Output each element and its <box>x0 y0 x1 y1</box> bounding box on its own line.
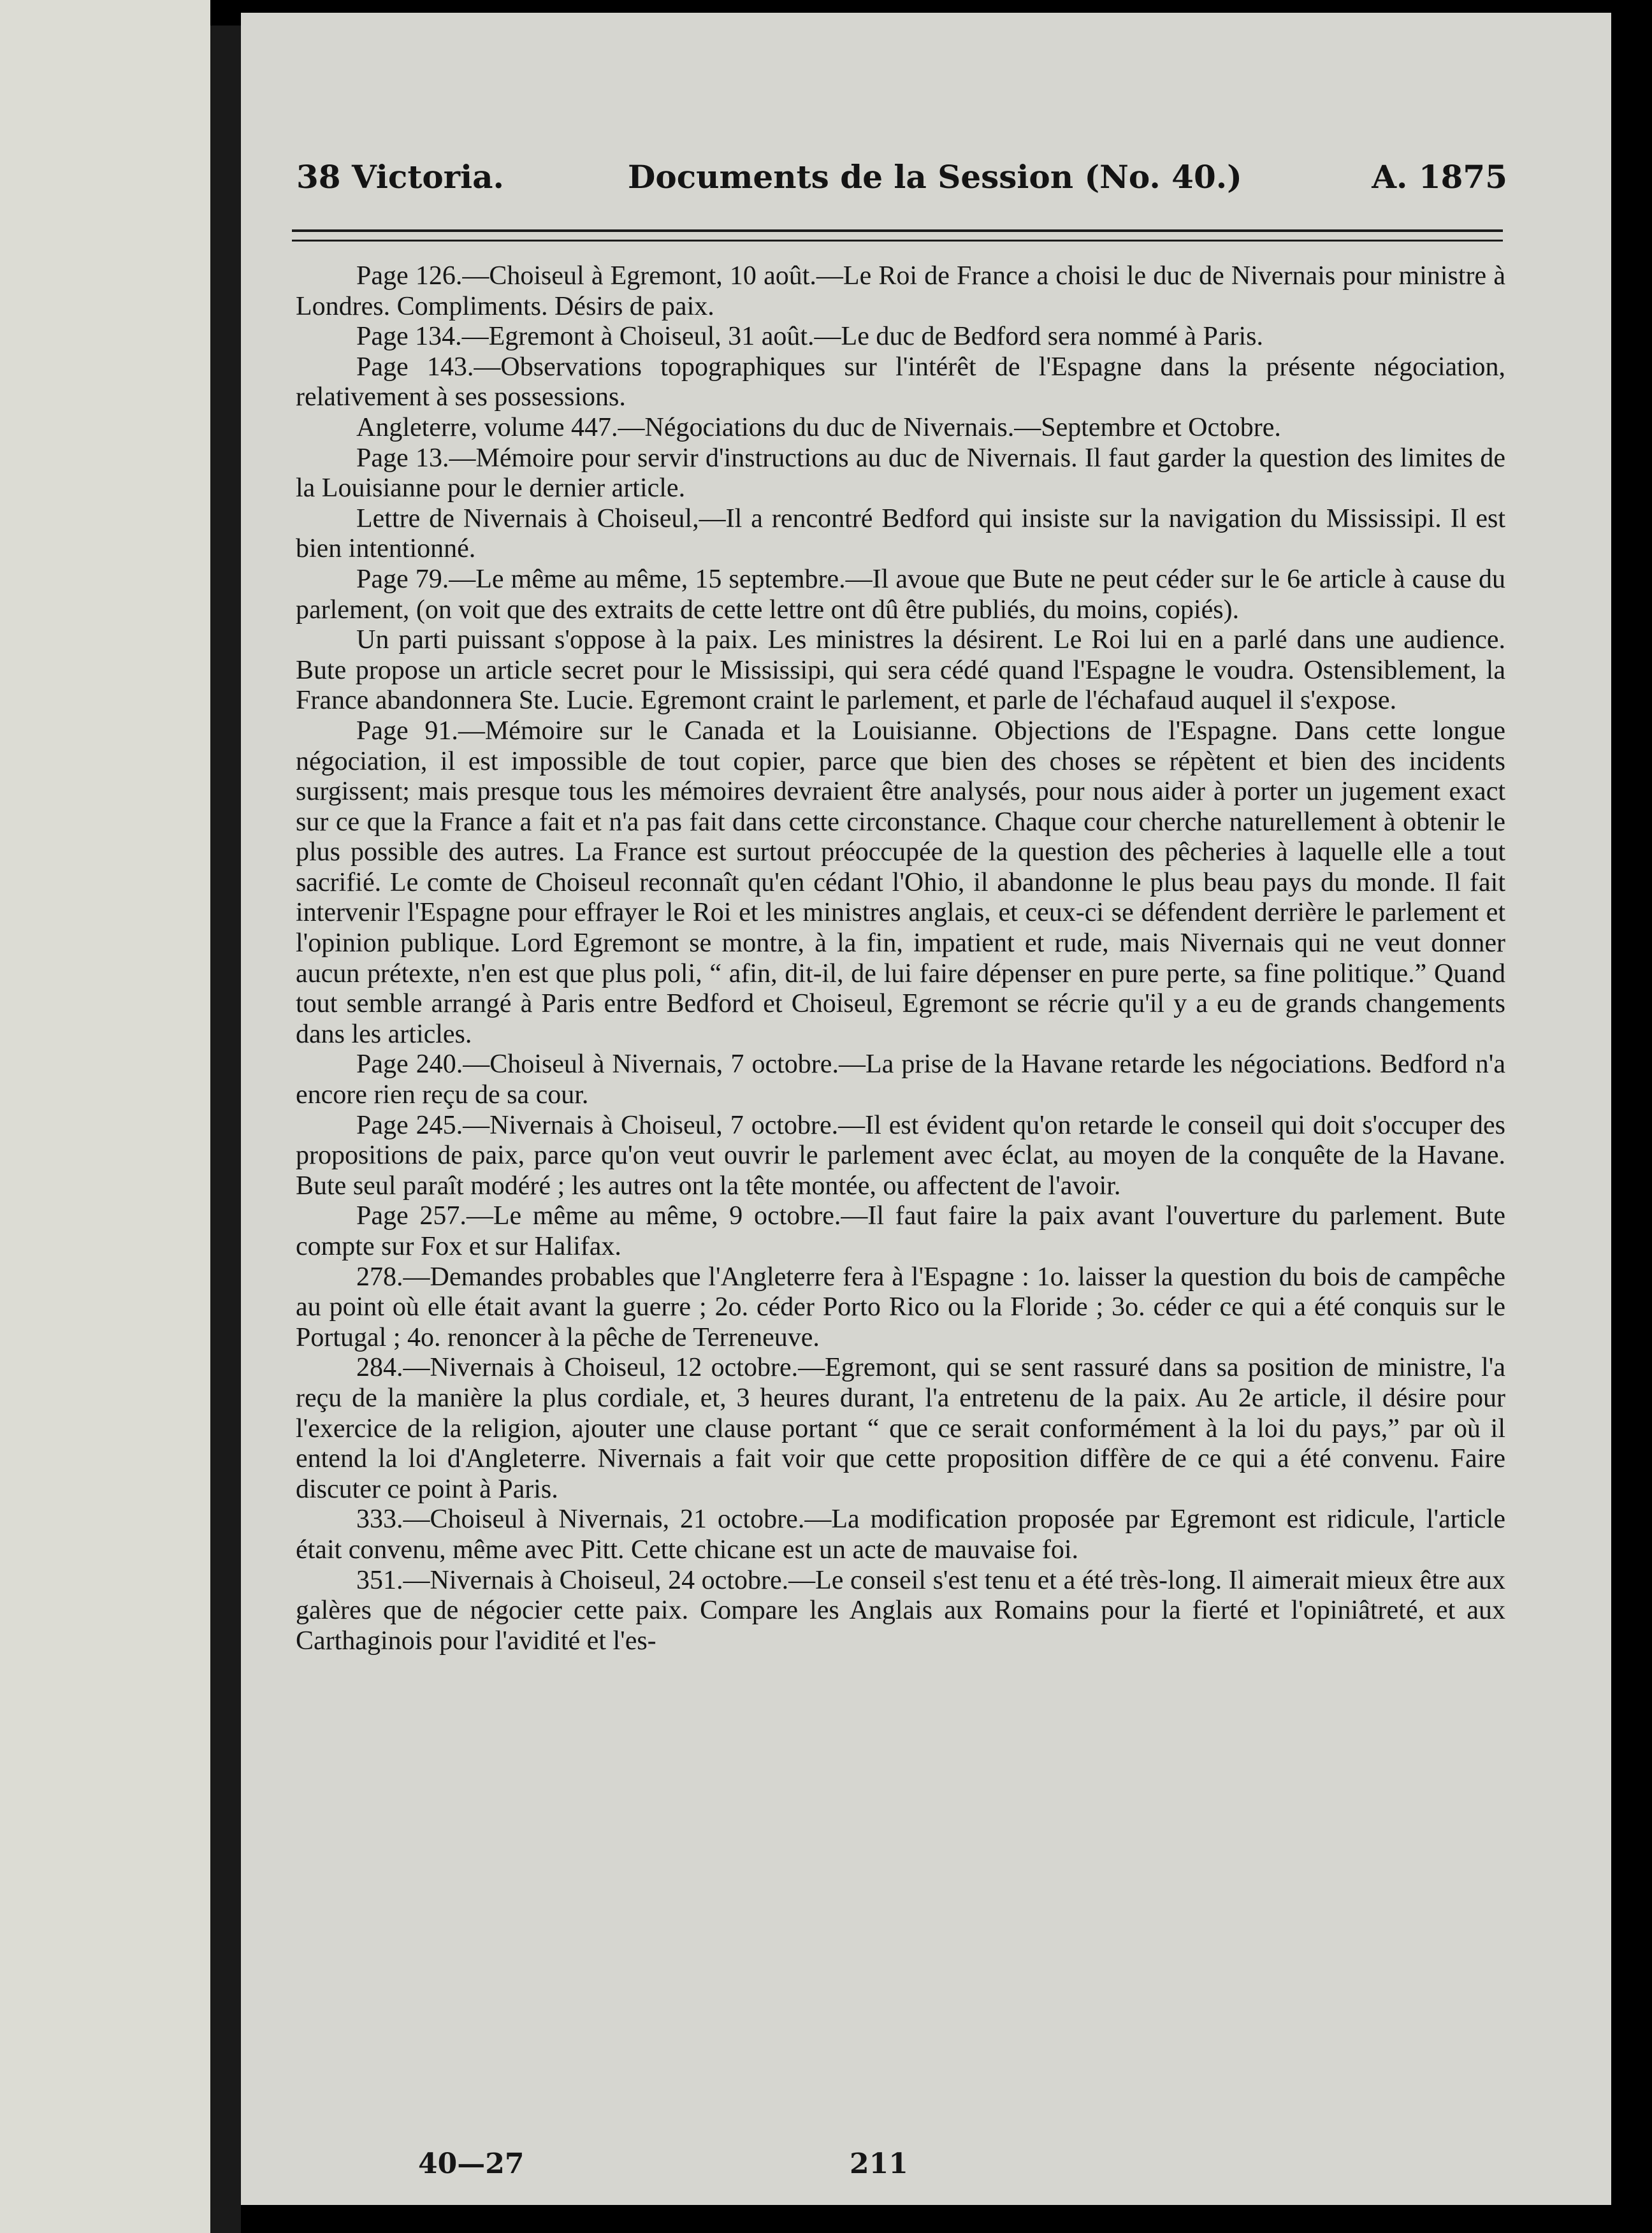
paragraph: Page 134.—Egremont à Choiseul, 31 août.—Le duc de Bedford sera nommé à Paris. <box>356 322 1263 352</box>
paragraph: 278.—Demandes probables que l'Angleterre fera à l'Espagne : 1o. laisser la question du bois de campêche au point où elle était avant la guerre ; 2o. céder Porto Rico ou la Floride ; 3o. céder ce qui a été conquis sur le Portugal ; 4o. renoncer à la pêche de Terreneuve. <box>296 1262 1505 1352</box>
header-year: A. 1875 <box>1372 158 1507 196</box>
paragraph: Lettre de Nivernais à Choiseul,—Il a rencontré Bedford qui insiste sur la navigation du Mississipi. Il est bien intentionné. <box>296 503 1505 564</box>
paragraph: Page 257.—Le même au même, 9 octobre.—Il faut faire la paix avant l'ouverture du parlement. Bute compte sur Fox et sur Halifax. <box>296 1201 1505 1261</box>
header-rule-top <box>292 229 1503 232</box>
paragraph: 351.—Nivernais à Choiseul, 24 octobre.—Le conseil s'est tenu et a été très-long. Il aimerait mieux être aux galères que de négocier cette paix. Compare les Anglais aux Romains pour la fierté et l'opiniâtreté, et aux Carthaginois pour l'avidité et l'es- <box>296 1565 1505 1656</box>
document-page <box>241 13 1611 2205</box>
facing-page-edge <box>0 0 210 2233</box>
header-volume: 38 Victoria. <box>296 158 504 196</box>
header-title: Documents de la Session (No. 40.) <box>628 158 1242 196</box>
paragraph: 284.—Nivernais à Choiseul, 12 octobre.—Egremont, qui se sent rassuré dans sa position de ministre, l'a reçu de la manière la plus cordiale, et, 3 heures durant, l'a entretenu de la paix. Au 2e article, il désire pour l'exercice de la religion, ajouter une clause portant “ que ce serait conformément à la loi du pays,” par où il entend la loi d'Angleterre. Nivernais a fait voir que cette proposition diffère de ce qui a été convenu. Faire discuter ce point à Paris. <box>296 1353 1505 1504</box>
page-number: 211 <box>850 2148 908 2180</box>
binding-gutter <box>210 25 241 2233</box>
paragraph: 333.—Choiseul à Nivernais, 21 octobre.—La modification proposée par Egremont est ridicule, l'article était convenu, même avec Pitt. Cette chicane est un acte de mauvaise foi. <box>296 1505 1505 1565</box>
paragraph: Page 245.—Nivernais à Choiseul, 7 octobre.—Il est évident qu'on retarde le conseil qui doit s'occuper des propositions de paix, parce qu'on veut ouvrir le parlement avec éclat, au moyen de la conquête de la Havane. Bute seul paraît modéré ; les autres ont la tête montée, ou affectent de l'avoir. <box>296 1110 1505 1201</box>
paragraph: Page 13.—Mémoire pour servir d'instructions au duc de Nivernais. Il faut garder la question des limites de la Louisianne pour le dernier article. <box>296 443 1505 503</box>
header-rule-bottom <box>292 240 1503 242</box>
paragraph: Page 79.—Le même au même, 15 septembre.—Il avoue que Bute ne peut céder sur le 6e article à cause du parlement, (on voit que des extraits de cette lettre ont dû être publiés, du moins, copiés). <box>296 564 1505 625</box>
running-header <box>296 158 1507 209</box>
page-body <box>296 261 1505 1656</box>
paragraph: Page 143.—Observations topographiques sur l'intérêt de l'Espagne dans la présente négociation, relativement à ses possessions. <box>296 352 1505 412</box>
paragraph: Page 126.—Choiseul à Egremont, 10 août.—Le Roi de France a choisi le duc de Nivernais pour ministre à Londres. Compliments. Désirs de paix. <box>296 261 1505 321</box>
footer-signature: 40—27 <box>418 2148 525 2180</box>
paragraph: Un parti puissant s'oppose à la paix. Les ministres la désirent. Le Roi lui en a parlé dans une audience. Bute propose un article secret pour le Mississipi, qui sera cédé quand l'Espagne le voudra. Ostensiblement, la France abandonnera Ste. Lucie. Egremont craint le parlement, et parle de l'échafaud auquel il s'expose. <box>296 625 1505 716</box>
paragraph: Angleterre, volume 447.—Négociations du duc de Nivernais.—Septembre et Octobre. <box>356 412 1281 442</box>
paragraph: Page 240.—Choiseul à Nivernais, 7 octobre.—La prise de la Havane retarde les négociations. Bedford n'a encore rien reçu de sa cour. <box>296 1050 1505 1110</box>
paragraph: Page 91.—Mémoire sur le Canada et la Louisianne. Objections de l'Espagne. Dans cette longue négociation, il est impossible de tout copier, parce que bien des choses se répètent et bien des incidents surgissent; mais presque tous les mémoires devraient être analysés, pour nous aider à porter un jugement exact sur ce que la France a fait et n'a pas fait dans cette circonstance. Chaque cour cherche naturellement à obtenir le plus possible des autres. La France est surtout préoccupée de la question des pêcheries à laquelle elle a tout sacrifié. Le comte de Choiseul reconnaît qu'en cédant l'Ohio, il abandonne le plus beau pays du monde. Il fait intervenir l'Espagne pour effrayer le Roi et les ministres anglais, et ceux-ci se défendent derrière le parlement et l'opinion publique. Lord Egremont se montre, à la fin, impatient et rude, mais Nivernais qui ne veut donner aucun prétexte, n'en est que plus poli, “ afin, dit-il, de lui faire dépenser en pure perte, sa fine politique.” Quand tout semble arrangé à Paris entre Bedford et Choiseul, Egremont se récrie qu'il y a eu de grands changements dans les articles. <box>296 716 1505 1049</box>
